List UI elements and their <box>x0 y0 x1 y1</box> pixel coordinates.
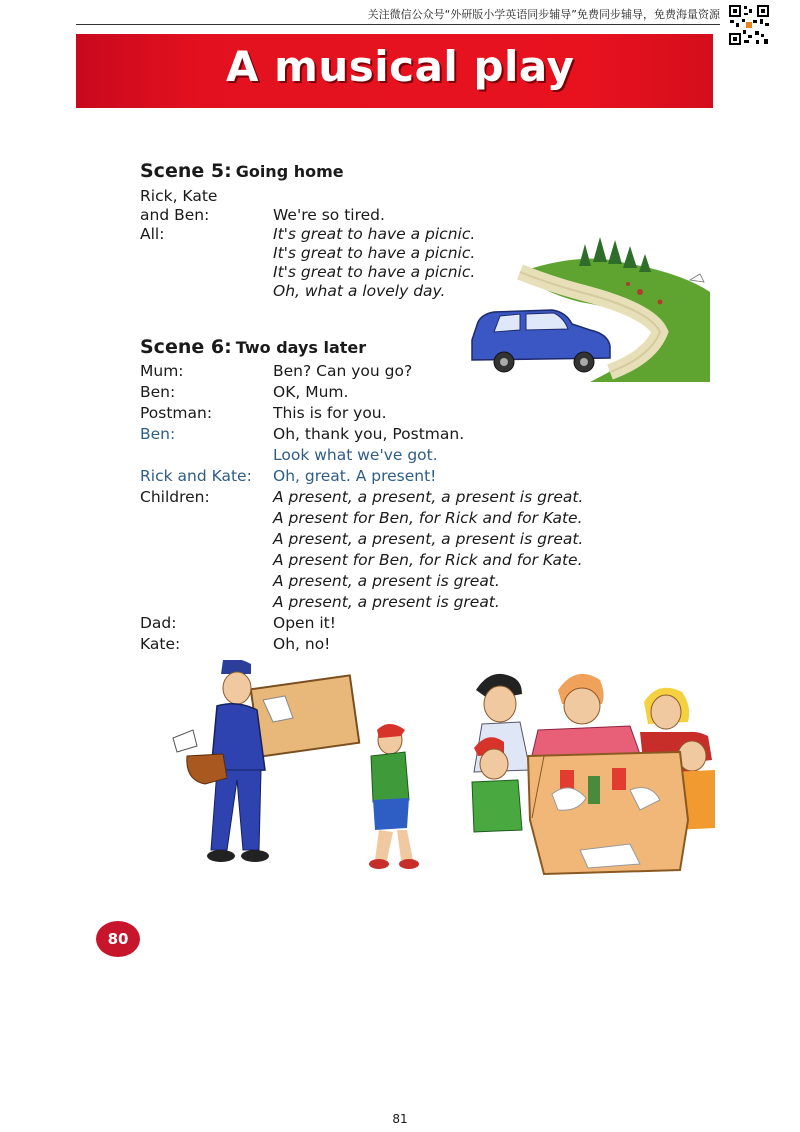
dialogue-line: Ben? Can you go? <box>273 362 413 380</box>
speaker-name: Ben: <box>140 383 176 401</box>
scene6-heading <box>140 336 366 358</box>
scene5-speaker-all: All: <box>140 225 165 243</box>
header-rule <box>76 24 720 25</box>
scene5-speaker-line1: Rick, Kate <box>140 187 218 205</box>
song-line: A present, a present, a present is great. <box>273 530 584 548</box>
speaker-name: Ben: <box>140 425 176 443</box>
scene5-speaker-line2: and Ben: <box>140 206 210 224</box>
speaker-name: Children: <box>140 488 210 506</box>
song-line: It's great to have a picnic. <box>273 244 476 262</box>
dialogue-line: OK, Mum. <box>273 383 349 401</box>
page-title: A musical play <box>226 42 575 91</box>
top-bar <box>0 0 800 28</box>
children-present-illustration <box>460 660 715 875</box>
dialogue-line: Oh, great. A present! <box>273 467 437 485</box>
page-number: 81 <box>392 1112 408 1126</box>
title-banner <box>76 34 713 108</box>
dialogue-line: Open it! <box>273 614 336 632</box>
speaker-name: Mum: <box>140 362 184 380</box>
wechat-notice: 关注微信公众号“外研版小学英语同步辅导”免费同步辅导，免费海量资源 <box>367 8 720 21</box>
song-line: A present, a present is great. <box>273 572 500 590</box>
speaker-name: Dad: <box>140 614 177 632</box>
song-line: It's great to have a picnic. <box>273 225 476 243</box>
car-icon <box>472 310 610 372</box>
car-road-illustration <box>460 232 716 382</box>
song-line: A present for Ben, for Rick and for Kate. <box>273 509 583 527</box>
speaker-name: Kate: <box>140 635 181 653</box>
scene5-title: Going home <box>235 162 344 181</box>
speaker-name: Postman: <box>140 404 213 422</box>
page-badge: 80 <box>96 921 140 957</box>
song-line: It's great to have a picnic. <box>273 263 476 281</box>
dialogue-line: Look what we've got. <box>273 446 438 464</box>
song-line: Oh, what a lovely day. <box>273 282 446 300</box>
scene5-heading <box>140 160 344 182</box>
speaker-name: Rick and Kate: <box>140 467 252 485</box>
scene6-label: Scene 6: <box>140 336 232 358</box>
song-line: A present for Ben, for Rick and for Kate. <box>273 551 583 569</box>
song-line: A present, a present is great. <box>273 593 500 611</box>
scene6-title: Two days later <box>235 338 367 357</box>
dialogue-line: Oh, no! <box>273 635 331 653</box>
qr-code-icon <box>728 4 770 46</box>
scene5-line: We're so tired. <box>273 206 385 224</box>
dialogue-line: This is for you. <box>273 404 387 422</box>
postman-illustration <box>165 660 425 880</box>
scene5-label: Scene 5: <box>140 160 232 182</box>
song-line: A present, a present, a present is great. <box>273 488 584 506</box>
dialogue-line: Oh, thank you, Postman. <box>273 425 465 443</box>
